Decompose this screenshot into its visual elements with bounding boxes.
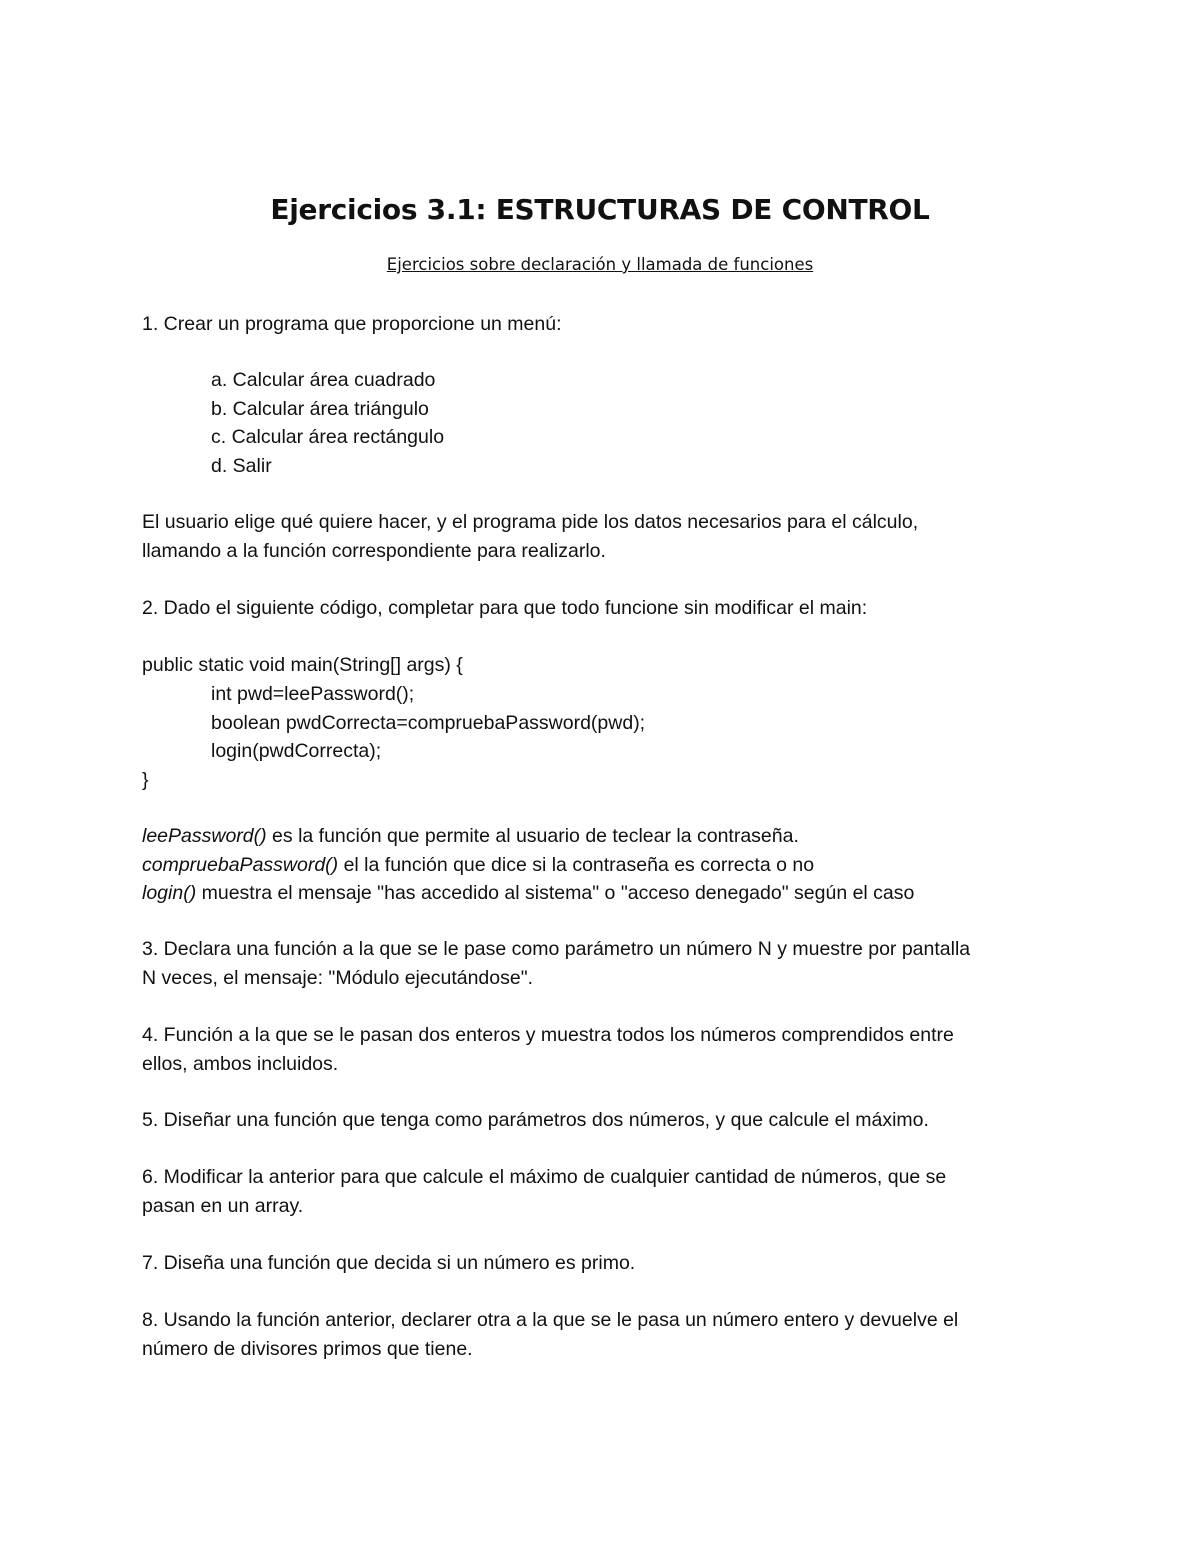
code-line-login: login(pwdCorrecta); xyxy=(211,740,382,762)
exercise-1-intro: 1. Crear un programa que proporcione un menú: xyxy=(142,313,562,335)
exercise-1-menu-options xyxy=(211,366,1141,480)
exercise-6-line-2: pasan en un array. xyxy=(142,1194,304,1217)
exercise-3-line-1: 3. Declara una función a la que se le pase como parámetro un número N y muestre por pantalla xyxy=(142,938,971,960)
exercise-3-line-2: N veces, el mensaje: "Módulo ejecutándose". xyxy=(142,966,534,989)
exercise-3 xyxy=(142,935,1072,992)
exercise-2-intro: 2. Dado el siguiente código, completar para que todo funcione sin modificar el main: xyxy=(142,597,868,619)
exercise-5: 5. Diseñar una función que tenga como parámetros dos números, y que calcule el máximo. xyxy=(142,1109,929,1131)
exercise-4 xyxy=(142,1021,1072,1078)
note-login xyxy=(142,879,1072,908)
code-line-lee-password: int pwd=leePassword(); xyxy=(211,683,415,705)
function-name-login: login() xyxy=(142,882,197,904)
menu-option-a: a. Calcular área cuadrado xyxy=(211,369,436,391)
document-subtitle: Ejercicios sobre declaración y llamada de funciones xyxy=(386,255,814,274)
code-main-signature: public static void main(String[] args) { xyxy=(142,654,463,676)
function-name-comprueba-password: compruebaPassword() xyxy=(142,853,339,876)
code-main-body xyxy=(211,680,1141,766)
code-line-comprueba-password: boolean pwdCorrecta=compruebaPassword(pwd); xyxy=(211,711,646,734)
note-text: muestra el mensaje "has accedido al sistema" o "acceso denegado" según el caso xyxy=(196,882,915,904)
menu-option-b: b. Calcular área triángulo xyxy=(211,397,429,420)
exercise-8 xyxy=(142,1306,1072,1363)
document-title: Ejercicios 3.1: ESTRUCTURAS DE CONTROL xyxy=(270,193,930,226)
note-text: es la función que permite al usuario de teclear la contraseña. xyxy=(266,825,799,847)
exercise-7: 7. Diseña una función que decida si un número es primo. xyxy=(142,1252,636,1274)
exercise-4-line-1: 4. Función a la que se le pasan dos enteros y muestra todos los números comprendidos entre xyxy=(142,1024,954,1046)
function-name-lee-password: leePassword() xyxy=(142,825,267,847)
note-comprueba-password xyxy=(142,851,1072,880)
note-text: el la función que dice si la contraseña es correcta o no xyxy=(338,853,815,876)
menu-option-c: c. Calcular área rectángulo xyxy=(211,426,445,448)
exercise-8-line-1: 8. Usando la función anterior, declarer otra a la que se le pasa un número entero y devuelve el xyxy=(142,1309,959,1331)
exercise-1-description xyxy=(142,508,1072,565)
exercise-8-line-2: número de divisores primos que tiene. xyxy=(142,1337,473,1360)
menu-option-d: d. Salir xyxy=(211,454,272,477)
exercise-6 xyxy=(142,1163,1072,1220)
note-lee-password xyxy=(142,822,1072,851)
exercise-2-function-notes xyxy=(142,822,1072,908)
exercise-1-description-line-2: llamando a la función correspondiente para realizarlo. xyxy=(142,539,606,562)
code-closing-brace: } xyxy=(142,769,149,791)
exercise-1-description-line-1: El usuario elige qué quiere hacer, y el programa pide los datos necesarios para el cálculo, xyxy=(142,511,919,533)
exercise-6-line-1: 6. Modificar la anterior para que calcule el máximo de cualquier cantidad de números, que se xyxy=(142,1166,947,1188)
exercise-4-line-2: ellos, ambos incluidos. xyxy=(142,1052,339,1075)
